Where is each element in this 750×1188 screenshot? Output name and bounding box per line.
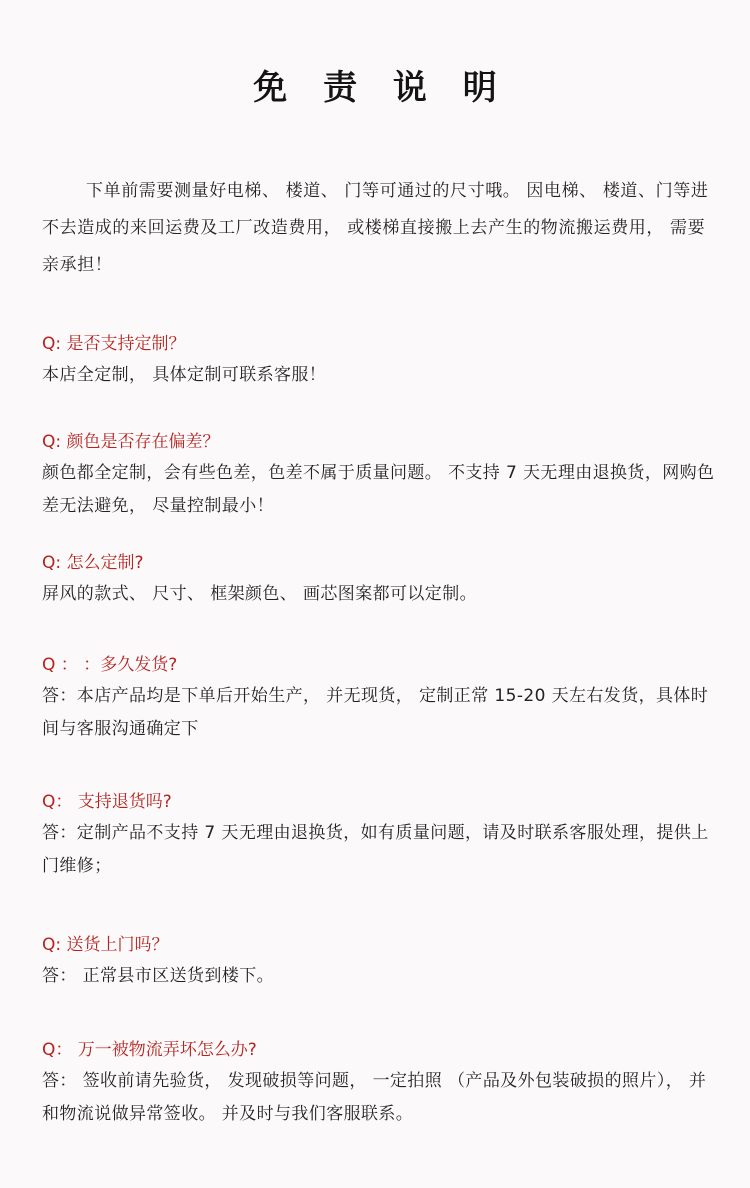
faq-question: Q: 颜色是否存在偏差？ (42, 432, 220, 452)
faq-item-shipping-damage (42, 1035, 716, 1131)
faq-item-how-to-customize (42, 548, 716, 611)
faq-answer: 答：本店产品均是下单后开始生产， 并无现货， 定制正常 15-20 天左右发货，具体时间与客服沟通确定下 (42, 686, 709, 739)
faq-item-customization (42, 329, 716, 392)
faq-item-shipping-time (42, 650, 716, 746)
faq-question: Q: 送货上门吗？ (42, 935, 169, 955)
faq-question: Q ： ：多久发货? (42, 655, 178, 675)
faq-item-delivery (42, 930, 716, 993)
faq-answer: 答：定制产品不支持 7 天无理由退换货，如有质量问题，请及时联系客服处理，提供上门维修； (42, 823, 709, 876)
faq-question: Q： 支持退货吗? (42, 792, 172, 812)
faq-answer: 屏风的款式、 尺寸、 框架颜色、 画芯图案都可以定制。 (42, 584, 478, 604)
faq-item-color-deviation (42, 427, 716, 523)
faq-question: Q: 是否支持定制？ (42, 334, 186, 354)
intro-paragraph: 下单前需要测量好电梯、 楼道、 门等可通过的尺寸哦。 因电梯、 楼道、门等进不去造成的来回运费及工厂改造费用， 或楼梯直接搬上去产生的物流搬运费用， 需要亲承担！ (42, 181, 709, 275)
faq-answer: 本店全定制， 具体定制可联系客服！ (42, 365, 327, 385)
faq-question: Q： 万一被物流弄坏怎么办? (42, 1040, 257, 1060)
faq-question: Q: 怎么定制? (42, 553, 144, 573)
faq-answer: 颜色都全定制，会有些色差，色差不属于质量问题。 不支持 7 天无理由退换货，网购色差无法避免， 尽量控制最小！ (42, 463, 715, 516)
faq-answer: 答： 签收前请先验货， 发现破损等问题， 一定拍照 （产品及外包装破损的照片）， 并和物流说做异常签收。 并及时与我们客服联系。 (42, 1071, 707, 1124)
faq-item-returns (42, 787, 716, 883)
faq-answer: 答： 正常县市区送货到楼下。 (42, 966, 275, 986)
page-title: 免 责 说 明 (253, 68, 509, 108)
